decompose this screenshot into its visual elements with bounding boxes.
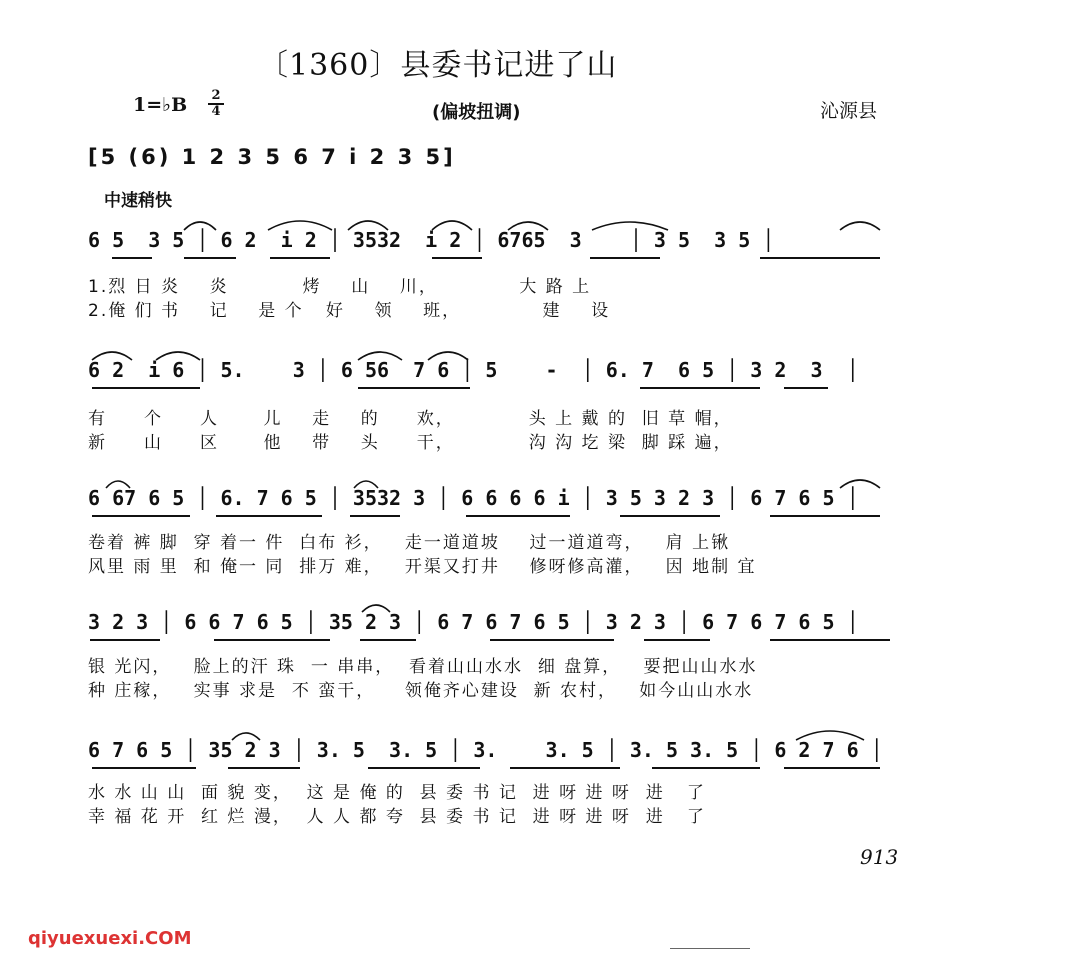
lyric-line-2-verse-2: 新 山 区 他 带 头 干， 沟 沟 圪 梁 脚 踩 遍， <box>88 433 733 453</box>
scale-notes: [5 (6) 1 2 3 5 6 7 i 2 3 5] <box>88 145 456 169</box>
time-numerator: 2 <box>211 88 221 103</box>
lyric-line-3-verse-1: 卷着 裤 脚 穿 着一 件 白布 衫， 走一道道坡 过一道道弯， 肩 上锹 <box>88 533 731 553</box>
lyric-line-5-verse-1: 水 水 山 山 面 貌 变， 这 是 俺 的 县 委 书 记 进 呀 进 呀 进 了 <box>88 783 706 803</box>
notation-line-1: 6 5 3 5 │ 6 2 i 2 │ 3532 i 2 │ 6765 3 │ 3 5 3 5 │ <box>88 228 775 252</box>
county-label: 沁源县 <box>820 100 878 122</box>
lyric-line-1-verse-2: 2.俺 们 书 记 是 个 好 领 班， 建 设 <box>88 301 611 321</box>
tune-name: (偏坡扭调) <box>432 102 521 123</box>
lyric-line-1-verse-1: 1.烈 日 炎 炎 烤 山 川， 大 路 上 <box>88 277 592 297</box>
footer-rule <box>670 948 750 949</box>
watermark-text: qiyuexuexi.COM <box>28 928 192 949</box>
notation-line-2: 6 2 i 6 │ 5. 3 │ 6 56 7 6 │ 5 - │ 6. 7 6 5 │ 3 2 3 │ <box>88 358 859 382</box>
time-denominator: 4 <box>211 104 221 119</box>
key-signature: 1=♭B <box>133 94 188 116</box>
lyric-line-4-verse-1: 银 光闪， 脸上的汗 珠 一 串串， 看着山山水水 细 盘算， 要把山山水水 <box>88 657 758 677</box>
notation-line-5: 6 7 6 5 │ 35 2 3 │ 3. 5 3. 5 │ 3. 3. 5 │ 3. 5 3. 5 │ 6 2 7 6 │ <box>88 738 883 762</box>
lyric-line-4-verse-2: 种 庄稼， 实事 求是 不 蛮干， 领俺齐心建设 新 农村， 如今山山水水 <box>88 681 754 701</box>
song-title: 〔1360〕县委书记进了山 <box>258 48 618 83</box>
notation-line-4: 3 2 3 │ 6 6 7 6 5 │ 35 2 3 │ 6 7 6 7 6 5 │ 3 2 3 │ 6 7 6 7 6 5 │ <box>88 610 859 634</box>
tempo-marking: 中速稍快 <box>104 191 172 211</box>
notation-line-3: 6 67 6 5 │ 6. 7 6 5 │ 3532 3 │ 6 6 6 6 i │ 3 5 3 2 3 │ 6 7 6 5 │ <box>88 486 859 510</box>
lyric-line-2-verse-1: 有 个 人 儿 走 的 欢， 头 上 戴 的 旧 草 帽， <box>88 409 733 429</box>
page-number: 913 <box>860 845 899 869</box>
lyric-line-5-verse-2: 幸 福 花 开 红 烂 漫， 人 人 都 夸 县 委 书 记 进 呀 进 呀 进 了 <box>88 807 706 827</box>
lyric-line-3-verse-2: 风里 雨 里 和 俺一 同 排万 难， 开渠又打井 修呀修高灌， 因 地制 宜 <box>88 557 757 577</box>
